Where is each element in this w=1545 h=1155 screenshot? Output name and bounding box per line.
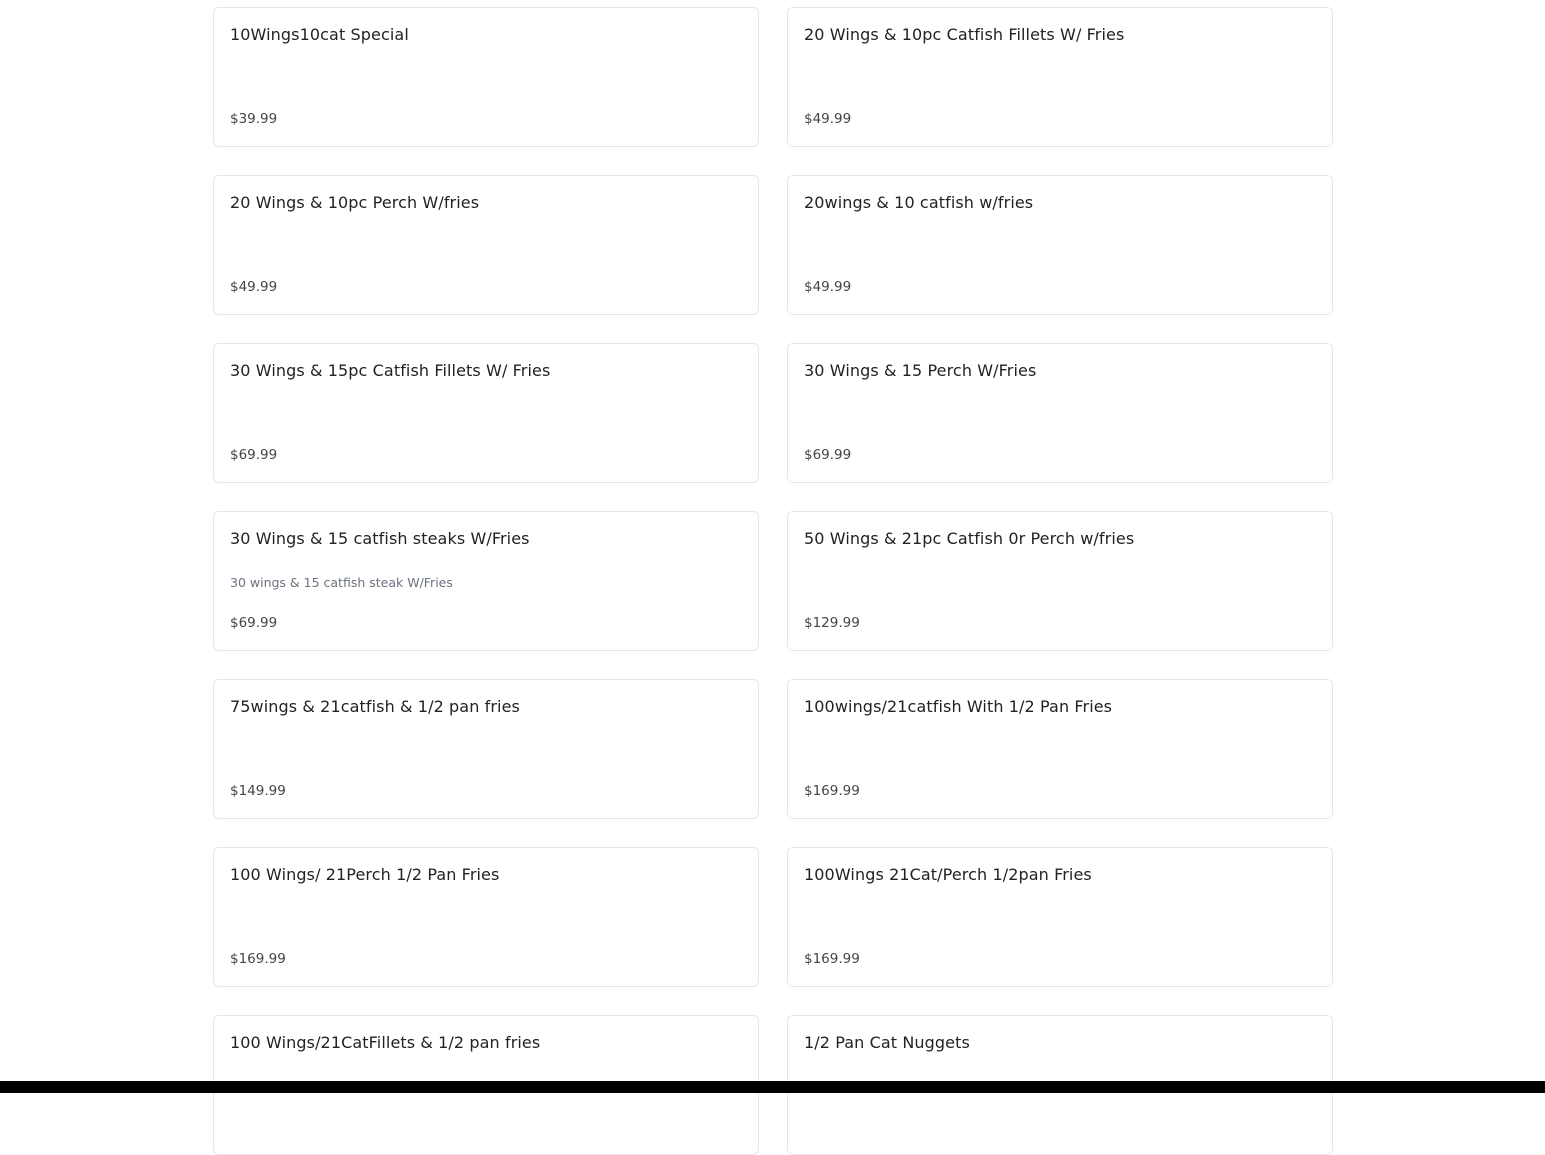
- bottom-bar: [0, 1081, 1545, 1093]
- menu-item-card[interactable]: [213, 7, 759, 147]
- menu-item-price: $69.99: [804, 447, 852, 463]
- menu-item-card[interactable]: [213, 679, 759, 819]
- menu-item-name: 20 Wings & 10pc Perch W/fries: [230, 193, 480, 212]
- menu-item-price: $169.99: [804, 783, 860, 799]
- menu-item-card[interactable]: [787, 511, 1333, 651]
- menu-item-price: $129.99: [804, 615, 860, 631]
- menu-item-price: $169.99: [804, 951, 860, 967]
- menu-item-name: 10Wings10cat Special: [230, 25, 409, 44]
- menu-items-grid: [213, 7, 1333, 1155]
- menu-item-price: $49.99: [230, 279, 278, 295]
- menu-item-name: 100 Wings/ 21Perch 1/2 Pan Fries: [230, 865, 500, 884]
- menu-item-card[interactable]: [213, 175, 759, 315]
- menu-item-price: $69.99: [230, 447, 278, 463]
- menu-item-name: 30 Wings & 15 Perch W/Fries: [804, 361, 1037, 380]
- menu-item-card[interactable]: [787, 343, 1333, 483]
- menu-item-price: $49.99: [804, 279, 852, 295]
- menu-item-price: $169.99: [230, 951, 286, 967]
- menu-item-name: 50 Wings & 21pc Catfish 0r Perch w/fries: [804, 529, 1135, 548]
- menu-item-card[interactable]: [787, 175, 1333, 315]
- menu-item-price: $49.99: [804, 111, 852, 127]
- menu-item-price: $69.99: [230, 615, 278, 631]
- menu-item-name: 100wings/21catfish With 1/2 Pan Fries: [804, 697, 1113, 716]
- menu-item-card[interactable]: [213, 847, 759, 987]
- menu-item-name: 30 Wings & 15 catfish steaks W/Fries: [230, 529, 530, 548]
- menu-item-card[interactable]: [787, 847, 1333, 987]
- menu-item-card[interactable]: [213, 511, 759, 651]
- menu-item-price: $39.99: [230, 111, 278, 127]
- menu-item-name: 30 Wings & 15pc Catfish Fillets W/ Fries: [230, 361, 551, 380]
- menu-item-card[interactable]: [787, 679, 1333, 819]
- menu-item-name: 20 Wings & 10pc Catfish Fillets W/ Fries: [804, 25, 1125, 44]
- menu-item-description: 30 wings & 15 catfish steak W/Fries: [230, 575, 453, 590]
- menu-item-card[interactable]: [213, 343, 759, 483]
- menu-item-name: 100Wings 21Cat/Perch 1/2pan Fries: [804, 865, 1092, 884]
- menu-item-price: $149.99: [230, 783, 286, 799]
- menu-item-card[interactable]: [787, 7, 1333, 147]
- menu-item-name: 1/2 Pan Cat Nuggets: [804, 1033, 970, 1052]
- menu-item-name: 20wings & 10 catfish w/fries: [804, 193, 1034, 212]
- menu-item-name: 100 Wings/21CatFillets & 1/2 pan fries: [230, 1033, 541, 1052]
- menu-item-name: 75wings & 21catfish & 1/2 pan fries: [230, 697, 520, 716]
